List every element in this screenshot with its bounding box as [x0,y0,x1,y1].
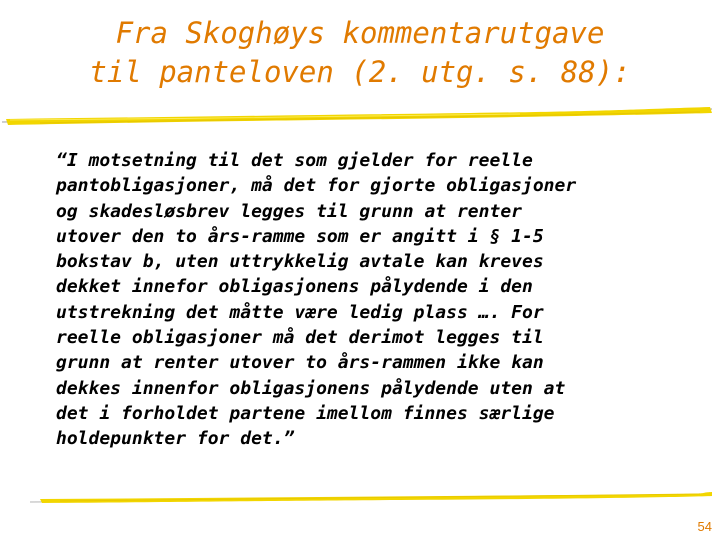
page-number: 54 [697,519,712,534]
quote-body [56,148,696,452]
quote-line: dekkes innenfor obligasjonens pålydende uten at [56,377,566,399]
slide-title [0,14,720,92]
quote-line: “I motsetning til det som gjelder for reelle [56,150,533,171]
title-line-1: Fra Skoghøys kommentarutgave [115,16,605,50]
quote-line: reelle obligasjoner må det derimot legges til [56,327,544,349]
quote-line: det i forholdet partene imellom finnes særlige [56,402,555,424]
quote-line: og skadesløsbrev legges til grunn at renter [56,200,522,222]
quote-line: grunn at renter utover to års-rammen ikke kan [56,352,544,374]
quote-line: utstrekning det måtte være ledig plass …. For [56,301,544,323]
quote-line: holdepunkter for det.” [56,428,295,450]
quote-line: dekket innefor obligasjonens pålydende i den [56,276,533,298]
quote-line: utover den to års-ramme som er angitt i § 1-5 [56,225,544,247]
title-underline-rule [0,100,720,140]
footer-rule [0,488,720,510]
title-line-2: til panteloven (2. utg. s. 88): [89,55,631,89]
quote-line: pantobligasjoner, må det for gjorte obligasjoner [56,175,577,197]
quote-line: bokstav b, uten uttrykkelig avtale kan kreves [56,251,544,273]
